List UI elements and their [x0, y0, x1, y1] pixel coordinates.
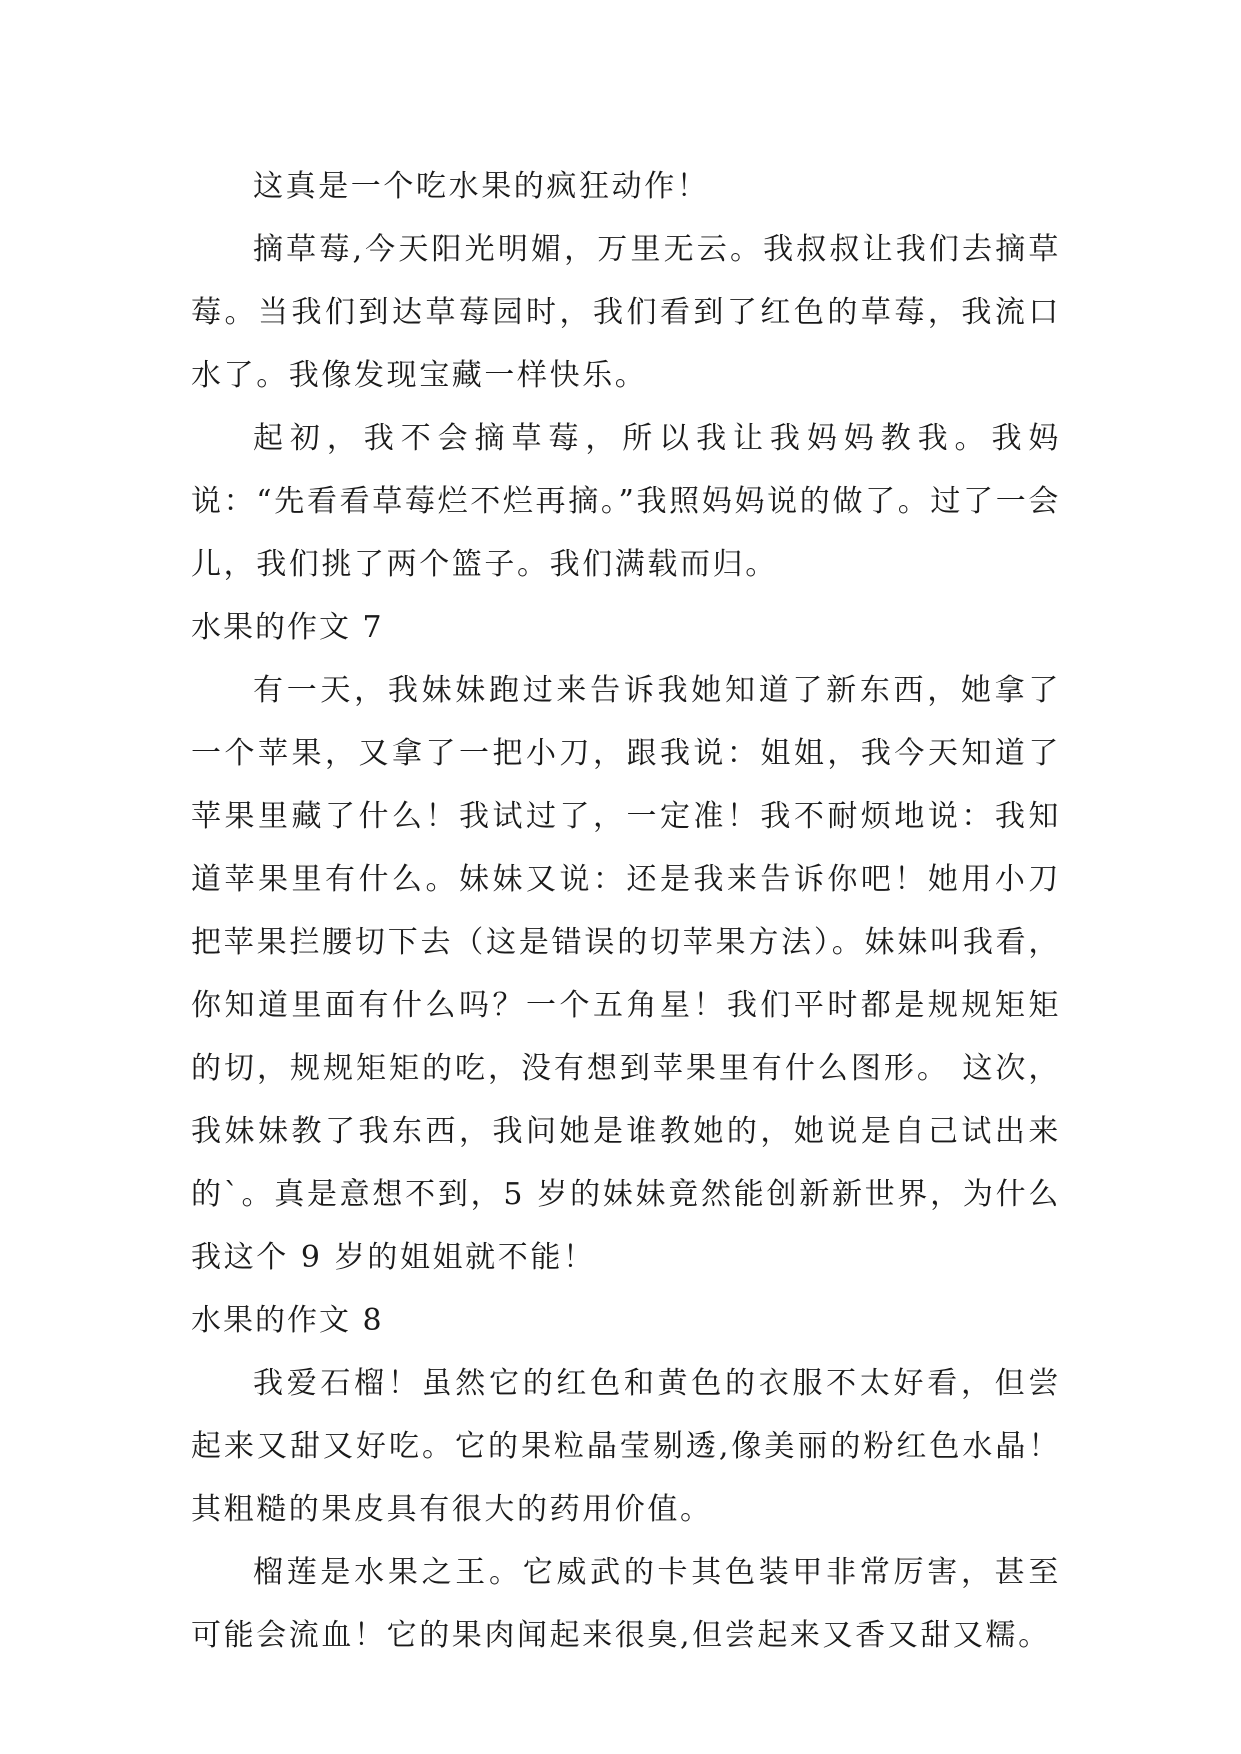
paragraph: 摘草莓,今天阳光明媚，万里无云。我叔叔让我们去摘草莓。当我们到达草莓园时，我们看到了红色的草莓，我流口水了。我像发现宝藏一样快乐。	[191, 232, 1061, 393]
section-heading: 水果的作文 8	[191, 1303, 384, 1338]
document-body	[191, 155, 1061, 1667]
paragraph: 有一天，我妹妹跑过来告诉我她知道了新东西，她拿了一个苹果，又拿了一把小刀，跟我说：姐姐，我今天知道了苹果里藏了什么！我试过了，一定准！我不耐烦地说：我知道苹果里有什么。妹妹又说：还是我来告诉你吧！她用小刀把苹果拦腰切下去（这是错误的切苹果方法）。妹妹叫我看，你知道里面有什么吗？一个五角星！我们平时都是规规矩矩的切，规规矩矩的吃，没有想到苹果里有什么图形。 这次，我妹妹教了我东西，我问她是谁教她的，她说是自己试出来的`。真是意想不到，5 岁的妹妹竟然能创新新世界，为什么我这个 9 岁的姐姐就不能！	[191, 673, 1061, 1275]
paragraph: 这真是一个吃水果的疯狂动作！	[253, 169, 710, 204]
paragraph: 起初，我不会摘草莓，所以我让我妈妈教我。我妈说：“先看看草莓烂不烂再摘。”我照妈妈说的做了。过了一会儿，我们挑了两个篮子。我们满载而归。	[191, 421, 1061, 582]
section-heading: 水果的作文 7	[191, 610, 384, 645]
paragraph: 我爱石榴！虽然它的红色和黄色的衣服不太好看，但尝起来又甜又好吃。它的果粒晶莹剔透,像美丽的粉红色水晶！其粗糙的果皮具有很大的药用价值。	[191, 1366, 1061, 1527]
paragraph: 榴莲是水果之王。它威武的卡其色装甲非常厉害，甚至可能会流血！它的果肉闻起来很臭,但尝起来又香又甜又糯。	[191, 1555, 1061, 1653]
